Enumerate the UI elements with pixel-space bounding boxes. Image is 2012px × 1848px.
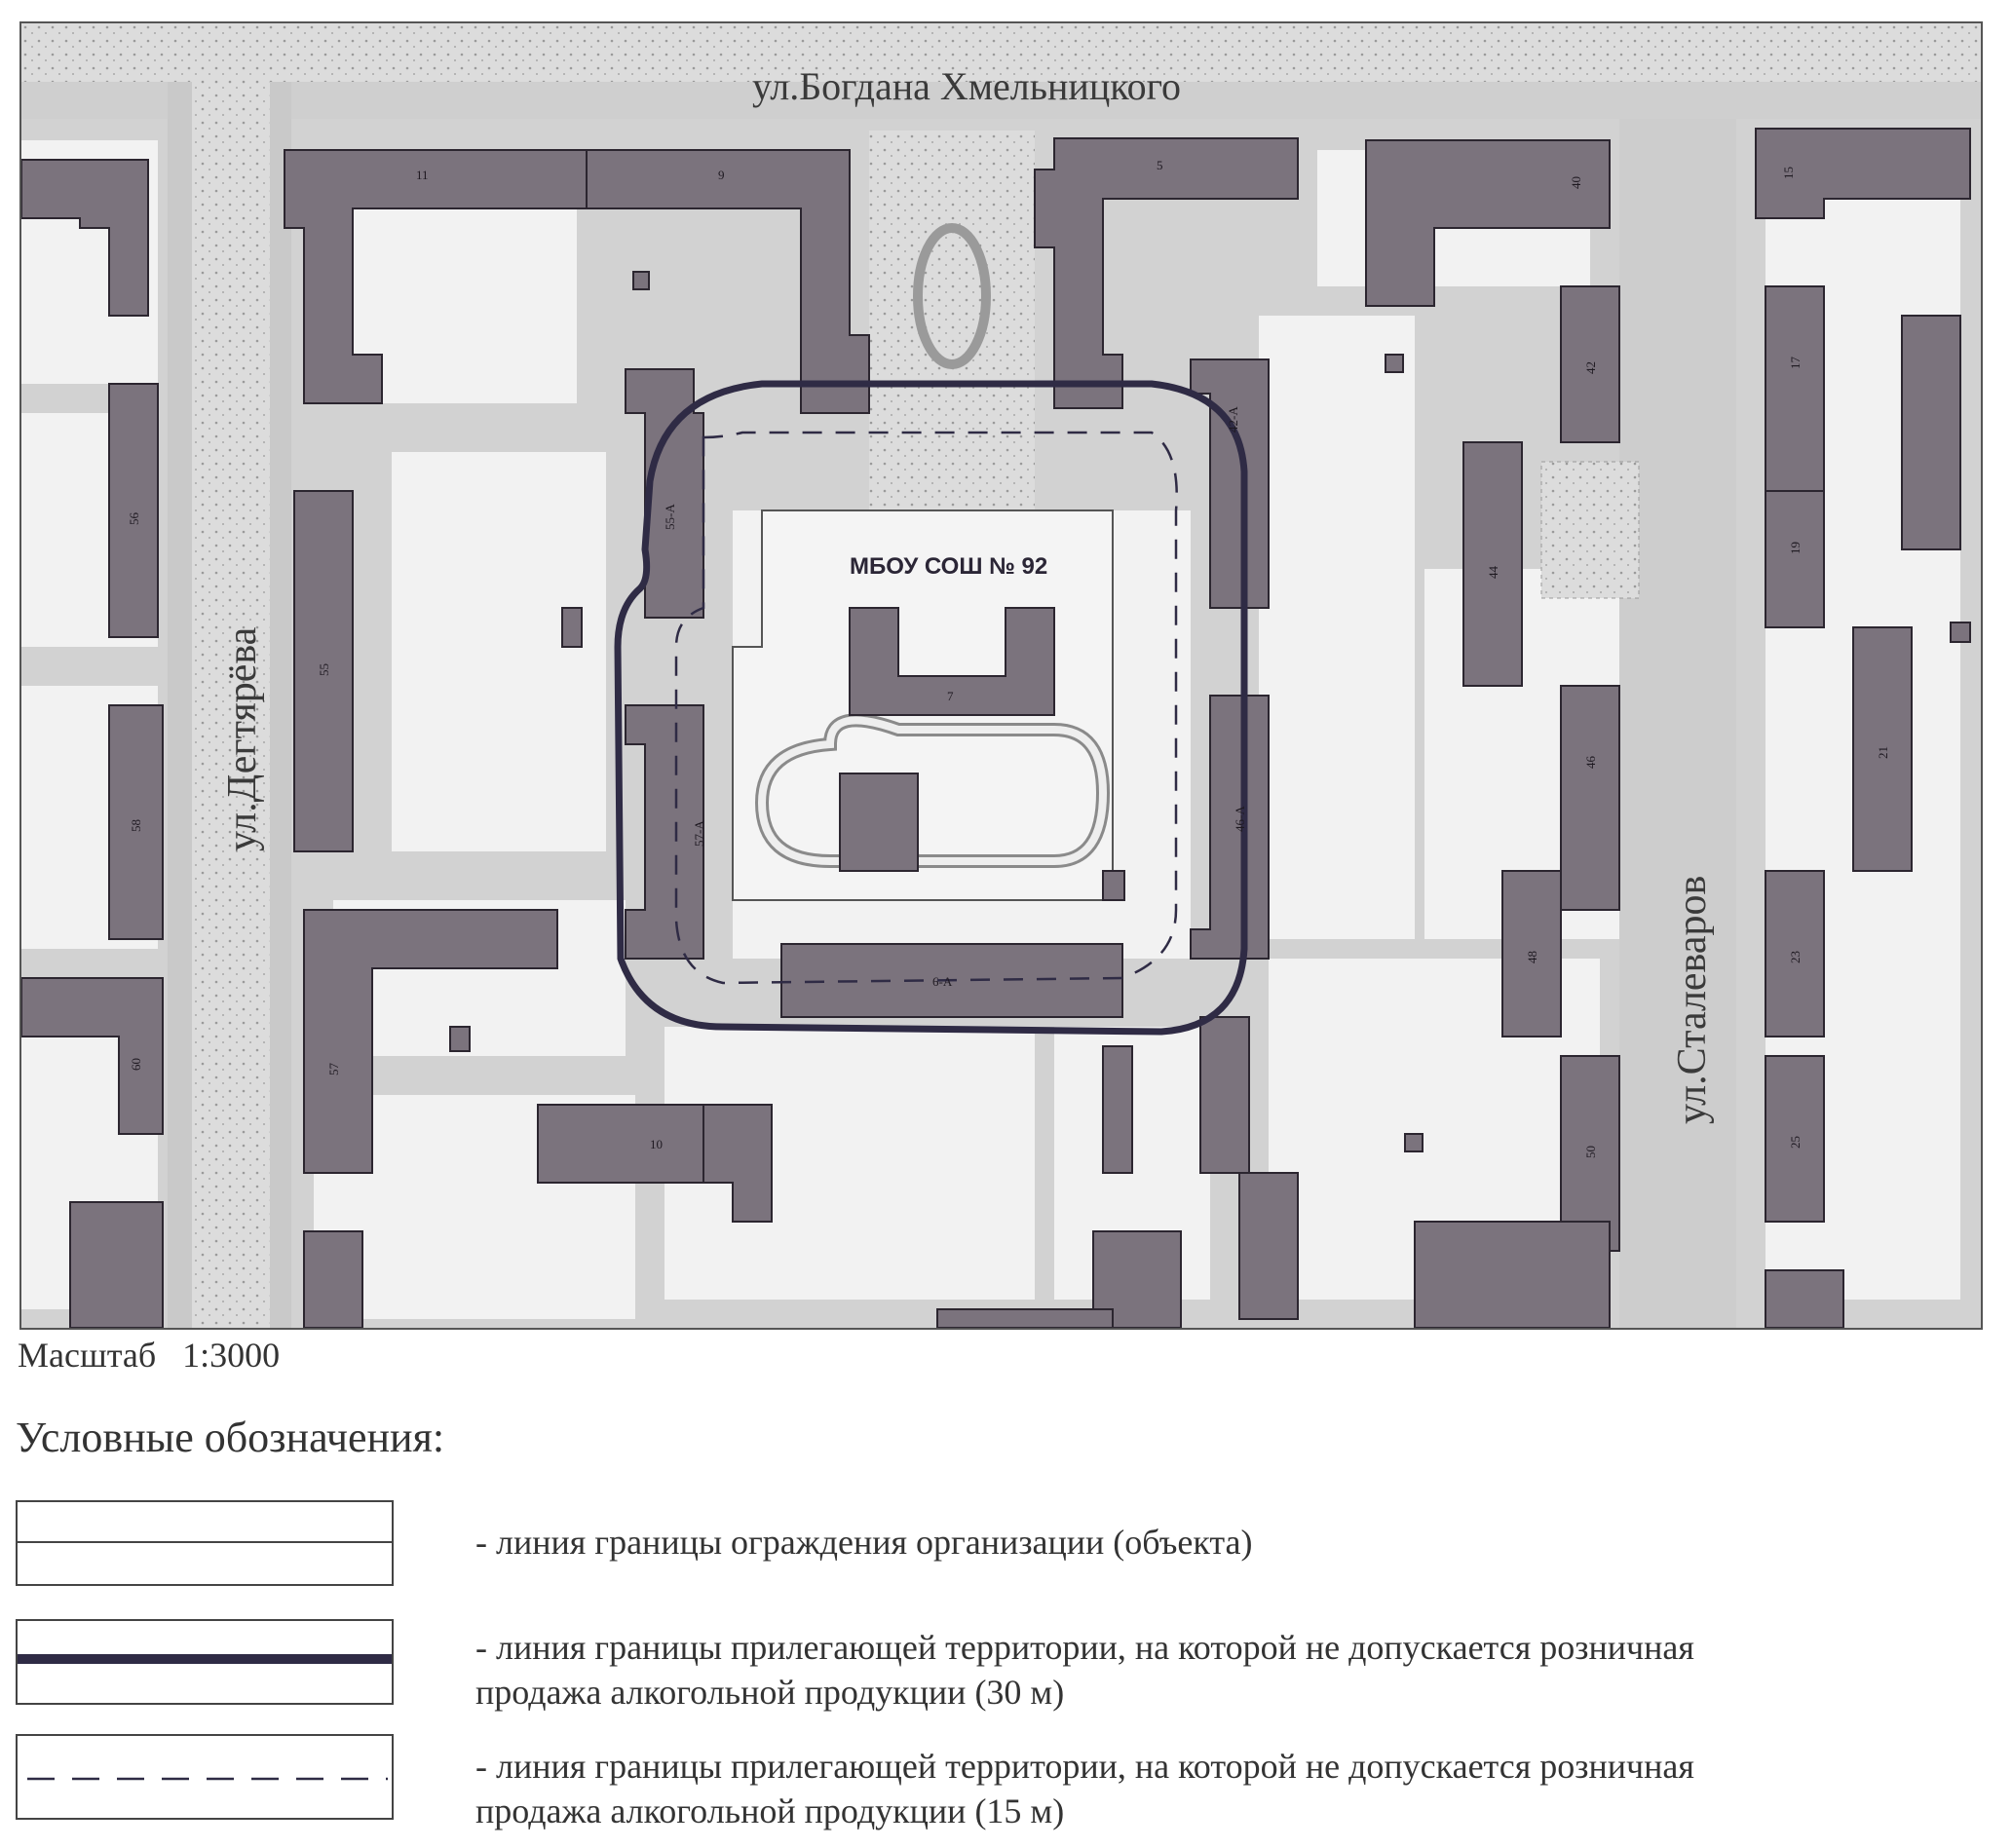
legend-line: - линия границы ограждения организации (объекта) [475, 1523, 1253, 1562]
building-17 [1765, 286, 1824, 491]
building-number: 46-А [1233, 806, 1247, 832]
building-number: 60 [129, 1058, 143, 1071]
building-number: 9 [718, 168, 725, 182]
legend-text-fence [475, 1520, 1995, 1565]
building-number: 48 [1525, 951, 1539, 963]
building-number: 55-А [663, 504, 677, 530]
building-number: 55 [317, 663, 331, 676]
building-number: 7 [947, 689, 954, 703]
legend-line: - линия границы прилегающей территории, на которой не допускается розничная [475, 1628, 1694, 1667]
legend-line: продажа алкогольной продукции (15 м) [475, 1791, 1065, 1830]
building-number: 46 [1583, 756, 1598, 769]
building-number: 17 [1788, 357, 1803, 369]
legend-title: Условные обозначения: [16, 1414, 445, 1461]
building-number: 5 [1157, 158, 1163, 172]
building-number: 40 [1569, 176, 1583, 189]
legend-swatch-fence [16, 1500, 394, 1586]
building-number: 6-А [932, 974, 953, 989]
street-label-left: ул.Дегтярёва [220, 626, 265, 851]
building-number: 57-А [692, 820, 706, 847]
building-number: 25 [1788, 1136, 1803, 1149]
building-number: 44 [1486, 566, 1500, 579]
building-number: 42 [1583, 361, 1598, 374]
building-number: 42-А [1226, 406, 1240, 433]
building-46 [1561, 686, 1619, 910]
building-44 [1463, 442, 1522, 686]
building-gym [840, 773, 918, 871]
building-number: 58 [129, 819, 143, 832]
map[interactable] [19, 21, 1983, 1330]
legend-line: продажа алкогольной продукции (30 м) [475, 1673, 1065, 1712]
map-scale [18, 1335, 280, 1376]
playground [1541, 462, 1639, 598]
building-number: 11 [416, 168, 429, 182]
legend-line: - линия границы прилегающей территории, на которой не допускается розничная [475, 1747, 1694, 1786]
building-number: 19 [1788, 542, 1803, 554]
building-number: 50 [1583, 1146, 1598, 1158]
legend-text-15m [475, 1744, 1995, 1833]
legend-text-30m [475, 1625, 1995, 1715]
scale-label: Масштаб [18, 1336, 157, 1375]
scale-value: 1:3000 [182, 1336, 281, 1375]
building-bottom-left2 [304, 1231, 362, 1328]
building-number: 23 [1788, 951, 1803, 963]
building-56 [109, 384, 158, 637]
building-left-bottom [70, 1202, 163, 1328]
building-number: 57 [326, 1063, 341, 1075]
building-number: 56 [127, 512, 141, 525]
street-label-top: ул.Богдана Хмельницкого [752, 64, 1182, 108]
building-number: 21 [1876, 746, 1890, 759]
building-number: 15 [1781, 167, 1796, 179]
school-label: МБОУ СОШ № 92 [850, 553, 1048, 580]
legend-swatch-30m [16, 1619, 394, 1705]
street-label-right: ул.Сталеваров [1670, 875, 1715, 1124]
legend-swatch-15m [16, 1734, 394, 1820]
building-number: 10 [650, 1137, 663, 1151]
road-right [1619, 119, 1736, 1328]
boulevard [869, 131, 1035, 520]
